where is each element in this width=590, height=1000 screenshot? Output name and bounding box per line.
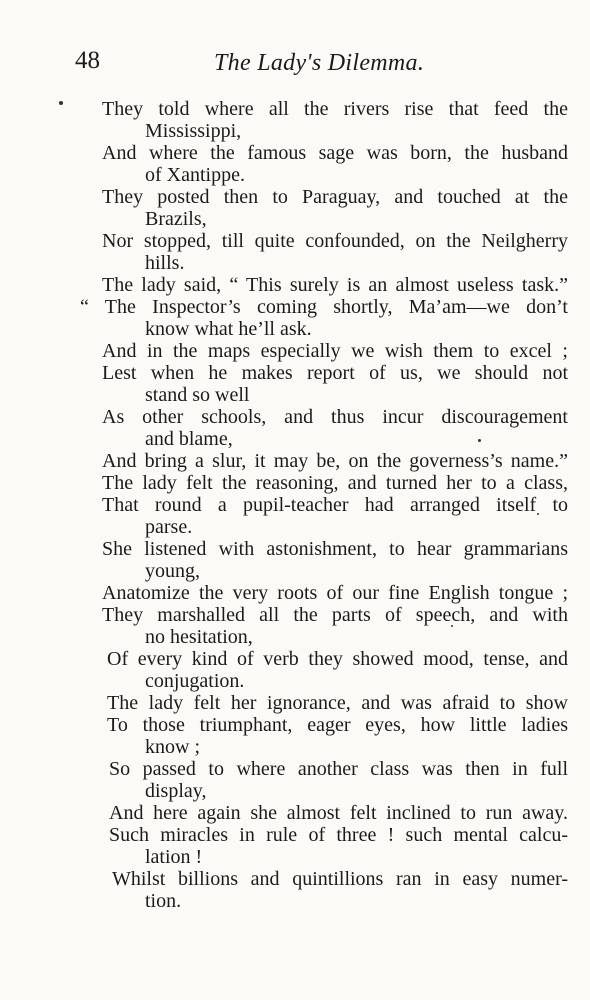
poem-line: As other schools, and thus incur discouragement — [102, 406, 568, 428]
poem-line: lation ! — [145, 846, 203, 868]
poem-line: Lest when he makes report of us, we should not — [102, 362, 568, 384]
poem-line: hills. — [145, 252, 185, 274]
poem-line: She listened with astonishment, to hear grammarians — [102, 538, 568, 560]
poem-line: So passed to where another class was then in full — [109, 758, 568, 780]
running-head: The Lady's Dilemma. — [214, 50, 425, 76]
poem-line: And bring a slur, it may be, on the governess’s name.” — [102, 450, 568, 472]
poem-line: And in the maps especially we wish them to excel ; — [102, 340, 568, 362]
poem-line: Whilst billions and quintillions ran in easy numer- — [112, 868, 568, 890]
poem-line: The lady felt the reasoning, and turned her to a class, — [102, 472, 568, 494]
page-number: 48 — [75, 47, 100, 74]
poem-line: Anatomize the very roots of our fine English tongue ; — [102, 582, 568, 604]
poem-line: of Xantippe. — [145, 164, 245, 186]
poem-line: “ The Inspector’s coming shortly, Ma’am—we don’t — [80, 296, 568, 318]
poem-line: Of every kind of verb they showed mood, tense, and — [107, 648, 568, 670]
ink-speck — [59, 101, 63, 105]
poem-line: And where the famous sage was born, the husband — [102, 142, 568, 164]
poem-line: And here again she almost felt inclined to run away. — [109, 802, 568, 824]
ink-speck — [478, 439, 481, 442]
poem-line: Nor stopped, till quite confounded, on the Neilgherry — [102, 230, 568, 252]
poem-line: know ; — [145, 736, 200, 758]
poem-line: and blame, — [145, 428, 233, 450]
poem-line: know what he’ll ask. — [145, 318, 312, 340]
poem-line: conjugation. — [145, 670, 245, 692]
poem-line: no hesitation, — [145, 626, 253, 648]
poem-line: The lady felt her ignorance, and was afraid to show — [107, 692, 568, 714]
poem-line: young, — [145, 560, 200, 582]
poem-line: stand so well — [145, 384, 250, 406]
poem-line: They marshalled all the parts of speech, and with — [102, 604, 568, 626]
poem-line: display, — [145, 780, 207, 802]
poem-line: That round a pupil-teacher had arranged itself to — [102, 494, 568, 516]
poem-line: They told where all the rivers rise that feed the — [102, 98, 568, 120]
poem-line: The lady said, “ This surely is an almost useless task.” — [102, 274, 568, 296]
poem-line: tion. — [145, 890, 182, 912]
poem-line: parse. — [145, 516, 193, 538]
poem-line: Brazils, — [145, 208, 207, 230]
poem-line: Mississippi, — [145, 120, 242, 142]
poem-line: To those triumphant, eager eyes, how little ladies — [107, 714, 568, 736]
poem-line: Such miracles in rule of three ! such mental calcu- — [109, 824, 568, 846]
poem-line: They posted then to Paraguay, and touched at the — [102, 186, 568, 208]
